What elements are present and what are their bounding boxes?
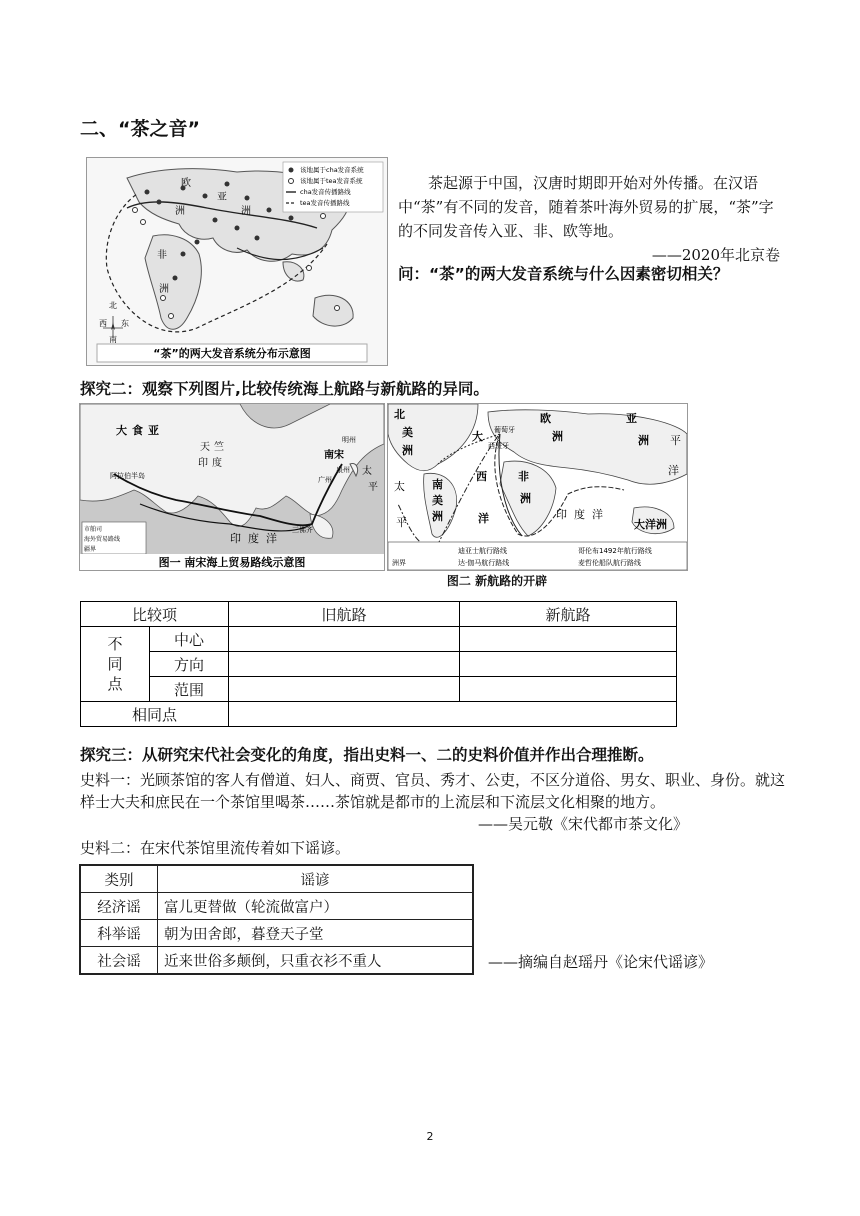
header-new-route: 新航路: [460, 602, 677, 627]
svg-text:海外贸易路线: 海外贸易路线: [84, 536, 121, 543]
svg-text:洲: 洲: [552, 430, 563, 443]
svg-text:疆界: 疆界: [84, 546, 97, 553]
material1-text: 史料一：光顾茶馆的客人有僧道、妇人、商贾、官员、秀才、公吏，不区分道俗、男女、职业、身份。就这样士大夫和庶民在一个茶馆里喝茶……茶馆就是都市的上流层和下流层文化相聚的地方。: [80, 771, 786, 811]
svg-text:广州: 广州: [318, 476, 332, 484]
answer-cell-old-direction[interactable]: [229, 652, 460, 677]
material2-source: ——摘编自赵瑶丹《论宋代谣谚》: [488, 953, 714, 971]
svg-text:三佛齐: 三佛齐: [292, 526, 313, 534]
svg-text:洋: 洋: [668, 464, 679, 477]
comparison-table: [80, 601, 677, 727]
svg-text:泉州: 泉州: [336, 466, 350, 474]
svg-text:大洋洲: 大洋洲: [634, 518, 667, 531]
svg-text:洲: 洲: [432, 510, 443, 523]
row-label-scope: 范围: [150, 677, 229, 702]
svg-text:西: 西: [476, 470, 487, 483]
svg-text:亚: 亚: [626, 412, 637, 425]
svg-text:明州: 明州: [342, 436, 356, 444]
svg-text:洋: 洋: [592, 508, 603, 521]
answer-cell-similarities[interactable]: [229, 702, 677, 727]
header-old-route: 旧航路: [229, 602, 460, 627]
map1-legend-0: 该地属于cha发音系统: [300, 166, 364, 174]
svg-text:洲: 洲: [159, 284, 169, 295]
svg-text:西班牙: 西班牙: [488, 442, 509, 450]
svg-text:洲: 洲: [402, 444, 413, 457]
table-row: 社会谣 近来世俗多颠倒，只重衣衫不重人: [80, 947, 473, 975]
intro-text: 茶起源于中国，汉唐时期即开始对外传播。在汉语中“茶”有不同的发音，随着茶叶海外贸易的扩展，“茶”字的不同发音传入亚、非、欧等地。: [398, 174, 774, 240]
svg-text:平: 平: [670, 434, 681, 447]
svg-text:亚: 亚: [217, 192, 227, 203]
group-label-differences: 不同点: [81, 627, 150, 702]
map1-caption: “茶”的两大发音系统分布示意图: [153, 347, 311, 360]
question-text: 问：“茶”的两大发音系统与什么因素密切相关？: [398, 265, 729, 283]
svg-text:太: 太: [362, 466, 372, 477]
svg-text:葡萄牙: 葡萄牙: [494, 426, 515, 434]
explore3-heading: 探究三：从研究宋代社会变化的角度，指出史料一、二的史料价值并作出合理推断。: [80, 746, 654, 764]
answer-cell-new-direction[interactable]: [460, 652, 677, 677]
intro-source: ——2020年北京卷: [651, 246, 780, 264]
map2-caption: 图一 南宋海上贸易路线示意图: [158, 556, 306, 569]
svg-text:大: 大: [472, 430, 483, 443]
map3-caption: 图二 新航路的开辟: [446, 574, 548, 588]
map1-legend-2: cha发音传播路线: [300, 188, 351, 196]
table-row: 经济谣 富儿更替做（轮流做富户）: [80, 893, 473, 920]
svg-text:阿拉伯半岛: 阿拉伯半岛: [110, 472, 145, 480]
section-title: 二、“茶之音”: [80, 118, 200, 140]
row-label-similarities: 相同点: [81, 702, 229, 727]
svg-text:洲: 洲: [638, 434, 649, 447]
explore2-heading: 探究二：观察下列图片,比较传统海上航路与新航路的异同。: [80, 380, 489, 398]
song-trade-map: [79, 403, 385, 571]
svg-text:哥伦布1492年航行路线: 哥伦布1492年航行路线: [578, 547, 652, 555]
svg-text:印: 印: [198, 458, 208, 469]
svg-text:达·伽马航行路线: 达·伽马航行路线: [458, 559, 510, 567]
svg-text:欧: 欧: [181, 178, 191, 189]
svg-text:洋: 洋: [478, 512, 489, 525]
new-routes-map: [387, 403, 688, 571]
svg-text:大: 大: [116, 424, 127, 437]
proverb-header-proverb: 谣谚: [158, 865, 474, 893]
svg-text:非: 非: [518, 470, 529, 483]
svg-text:印: 印: [230, 532, 241, 545]
svg-text:东: 东: [121, 319, 129, 328]
svg-text:南宋: 南宋: [324, 450, 344, 461]
svg-text:美: 美: [432, 494, 443, 507]
proverb-table: [79, 864, 474, 975]
svg-text:市舶司: 市舶司: [84, 526, 103, 533]
svg-text:南: 南: [432, 478, 443, 491]
svg-text:亚: 亚: [148, 424, 159, 437]
svg-text:洲: 洲: [175, 206, 185, 217]
tea-pronunciation-map: [86, 157, 388, 366]
map1-legend-3: tea发音传播路线: [300, 199, 350, 207]
row-label-direction: 方向: [150, 652, 229, 677]
svg-text:洲: 洲: [241, 206, 251, 217]
svg-text:非: 非: [157, 250, 167, 261]
answer-cell-old-center[interactable]: [229, 627, 460, 652]
svg-text:平: 平: [368, 482, 378, 493]
answer-cell-new-center[interactable]: [460, 627, 677, 652]
svg-text:印: 印: [556, 508, 567, 521]
svg-text:欧: 欧: [540, 412, 551, 425]
material1-source: ——吴元敬《宋代都市茶文化》: [478, 815, 689, 833]
svg-text:平: 平: [396, 516, 407, 529]
svg-text:迪亚士航行路线: 迪亚士航行路线: [458, 547, 507, 555]
svg-text:度: 度: [574, 508, 585, 521]
intro-block: [398, 171, 780, 267]
row-label-center: 中心: [150, 627, 229, 652]
svg-text:度: 度: [212, 458, 222, 469]
svg-text:麦哲伦船队航行路线: 麦哲伦船队航行路线: [578, 559, 641, 567]
svg-text:天: 天: [200, 442, 210, 453]
svg-text:太: 太: [394, 480, 405, 493]
material1-block: [80, 769, 785, 813]
svg-text:西: 西: [99, 319, 107, 328]
header-compare-item: 比较项: [81, 602, 229, 627]
answer-cell-new-scope[interactable]: [460, 677, 677, 702]
svg-text:南: 南: [109, 335, 117, 344]
proverb-header-category: 类别: [80, 865, 158, 893]
svg-text:北: 北: [394, 408, 405, 421]
svg-text:竺: 竺: [214, 442, 224, 453]
answer-cell-old-scope[interactable]: [229, 677, 460, 702]
svg-text:北: 北: [109, 301, 117, 310]
svg-text:食: 食: [132, 424, 143, 437]
svg-text:度: 度: [248, 532, 259, 545]
material2-text: 史料二：在宋代茶馆里流传着如下谣谚。: [80, 839, 351, 857]
page-number: 2: [426, 1130, 434, 1143]
svg-text:洋: 洋: [266, 532, 277, 545]
table-row: 科举谣 朝为田舍郎，暮登天子堂: [80, 920, 473, 947]
svg-text:洲: 洲: [520, 492, 531, 505]
svg-text:美: 美: [402, 426, 413, 439]
svg-text:洲界: 洲界: [392, 559, 406, 567]
map1-legend-1: 该地属于tea发音系统: [300, 177, 363, 185]
